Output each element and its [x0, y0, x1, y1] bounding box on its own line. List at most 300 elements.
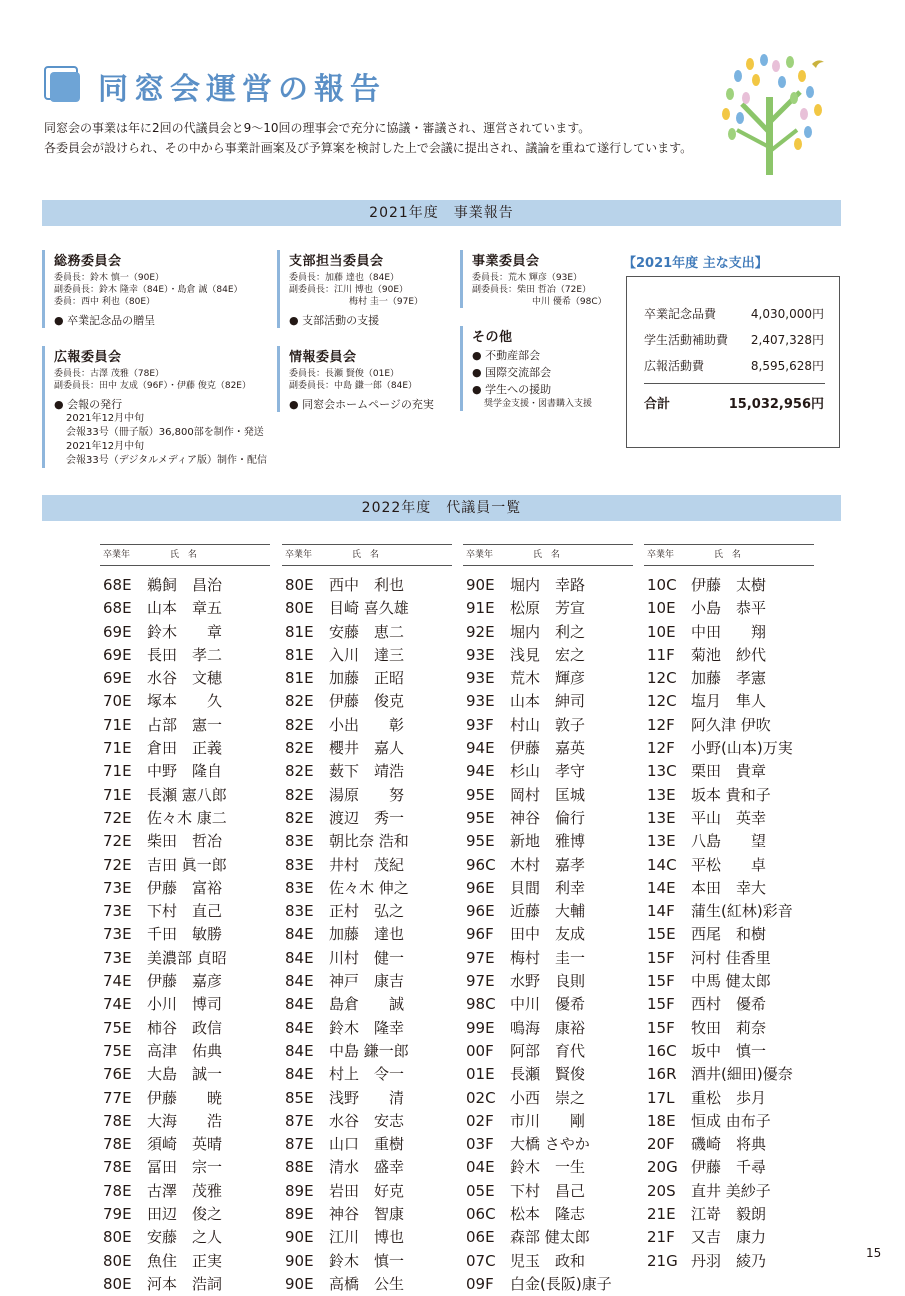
- roster-year: 83E: [285, 878, 314, 897]
- roster-row: [463, 854, 633, 877]
- activity-detail: 2021年12月中旬: [66, 413, 145, 424]
- header-year: 卒業年: [103, 550, 131, 560]
- roster-year: 96E: [466, 878, 495, 897]
- roster-row: [282, 1203, 452, 1226]
- roster-section-title: 2022年度 代議員一覧: [361, 500, 522, 516]
- roster-year: 95E: [466, 832, 495, 851]
- roster-name: 森部 健太郎: [510, 1228, 590, 1247]
- roster-row: [463, 1040, 633, 1063]
- roster-name: 美濃部 貞昭: [147, 948, 227, 967]
- roster-name: 平松 卓: [691, 855, 767, 874]
- roster-year: 82E: [285, 715, 314, 734]
- roster-row: [644, 807, 814, 830]
- roster-year: 14F: [647, 902, 675, 921]
- roster-year: 13E: [647, 832, 676, 851]
- roster-year: 15F: [647, 995, 675, 1014]
- roster-row: [100, 900, 270, 923]
- roster-name: 西中 利也: [329, 576, 405, 594]
- roster-name: 小西 崇之: [510, 1088, 586, 1107]
- roster-name: 牧田 莉奈: [691, 1018, 767, 1037]
- roster-row: [282, 1180, 452, 1203]
- roster-row: [463, 784, 633, 807]
- roster-year: 09F: [466, 1274, 494, 1293]
- roster-row: [282, 1040, 452, 1063]
- roster-row: [282, 1226, 452, 1249]
- roster-row: [463, 1273, 633, 1296]
- roster-name: 鈴木 章: [147, 622, 223, 641]
- roster-name: 重松 歩月: [691, 1088, 767, 1107]
- committee-member: 中川 優希（98C）: [532, 297, 607, 307]
- roster-name: 山本 章五: [147, 599, 223, 618]
- roster-header: [644, 544, 814, 566]
- roster-name: 伊藤 嘉英: [510, 739, 586, 758]
- roster-row: [644, 1226, 814, 1249]
- roster-row: [282, 690, 452, 713]
- roster-year: 20F: [647, 1135, 675, 1154]
- roster-name: 渡辺 秀一: [329, 808, 405, 827]
- roster-row: [100, 854, 270, 877]
- roster-row: [282, 1110, 452, 1133]
- expense-label: 広報活動費: [644, 359, 705, 373]
- roster-name: 小出 彰: [329, 715, 405, 734]
- roster-name: 鵜飼 昌治: [147, 576, 223, 594]
- roster-row: [282, 1087, 452, 1110]
- roster-name: 浅野 清: [329, 1088, 405, 1107]
- roster-name: 貝間 利幸: [510, 878, 586, 897]
- roster-row: [282, 993, 452, 1016]
- roster-row: [644, 1063, 814, 1086]
- committee-member: 副委員長：中島 鎌一郎（84E）: [289, 381, 418, 391]
- roster-name: 神谷 倫行: [510, 808, 586, 827]
- roster-year: 72E: [103, 832, 132, 851]
- roster-year: 82E: [285, 808, 314, 827]
- roster-row: [463, 807, 633, 830]
- roster-year: 69E: [103, 669, 132, 688]
- roster-year: 73E: [103, 878, 132, 897]
- roster-row: [463, 574, 633, 597]
- roster-row: [644, 621, 814, 644]
- intro-text: [44, 118, 724, 158]
- roster-year: 92E: [466, 622, 495, 641]
- roster-name: 目崎 喜久雄: [329, 599, 409, 618]
- roster-name: 松本 隆志: [510, 1205, 586, 1224]
- other-item: ● 学生への援助: [472, 383, 552, 396]
- other-note: 奨学金支援・図書購入支援: [484, 399, 593, 409]
- committee-member: 副委員長：田中 友成（96F）・伊藤 俊克（82E）: [54, 381, 251, 391]
- expense-value: 4,030,000円: [750, 307, 824, 321]
- roster-row: [644, 854, 814, 877]
- roster-year: 03F: [466, 1135, 494, 1154]
- committee-member: 副委員長：鈴木 隆幸（84E）・島倉 誠（84E）: [54, 285, 243, 295]
- roster-row: [463, 1133, 633, 1156]
- roster-year: 97E: [466, 948, 495, 967]
- other-item: ● 不動産部会: [472, 349, 541, 362]
- roster-row: [100, 760, 270, 783]
- roster-name: 神谷 智康: [329, 1205, 405, 1224]
- committee-koho: [42, 346, 267, 468]
- roster-name: 清水 盛幸: [329, 1158, 405, 1177]
- roster-row: [282, 644, 452, 667]
- roster-row: [644, 597, 814, 620]
- roster-year: 78E: [103, 1181, 132, 1200]
- roster-row: [644, 1087, 814, 1110]
- roster-row: [100, 1273, 270, 1296]
- roster-year: 06E: [466, 1228, 495, 1247]
- roster-row: [282, 1250, 452, 1273]
- roster-year: 21E: [647, 1205, 676, 1224]
- committee-member: 委員長：古澤 茂雅（78E）: [54, 369, 165, 379]
- roster-name: 伊藤 太樹: [691, 576, 767, 594]
- roster-year: 88E: [285, 1158, 314, 1177]
- roster-year: 10E: [647, 599, 676, 618]
- roster-year: 80E: [103, 1274, 132, 1293]
- roster-year: 70E: [103, 692, 132, 711]
- roster-name: 江嵜 毅朗: [691, 1205, 767, 1224]
- header-name: 氏 名: [170, 550, 200, 560]
- roster-name: 鈴木 一生: [510, 1158, 586, 1177]
- roster-year: 81E: [285, 645, 314, 664]
- roster-row: [100, 970, 270, 993]
- roster-name: 本田 幸大: [691, 878, 767, 897]
- roster-year: 71E: [103, 762, 132, 781]
- roster-name: 伊藤 暁: [147, 1088, 223, 1107]
- roster-row: [100, 621, 270, 644]
- roster-row: [644, 900, 814, 923]
- roster-column: [463, 544, 633, 1296]
- roster-name: 山本 紳司: [510, 692, 586, 711]
- roster-year: 68E: [103, 599, 132, 618]
- roster-row: [644, 830, 814, 853]
- roster-row: [463, 667, 633, 690]
- roster-row: [282, 970, 452, 993]
- roster-name: 高津 佑典: [147, 1041, 223, 1060]
- roster-name: 磯崎 将典: [691, 1135, 767, 1154]
- roster-year: 13C: [647, 762, 677, 781]
- committee-title: 総務委員会: [54, 254, 122, 269]
- roster-name: 岩田 好克: [329, 1181, 405, 1200]
- roster-year: 97E: [466, 972, 495, 991]
- roster-row: [463, 737, 633, 760]
- roster-name: 魚住 正実: [147, 1251, 223, 1270]
- roster-name: 高橋 公生: [329, 1274, 405, 1293]
- roster-year: 93E: [466, 645, 495, 664]
- title-square-icon: [44, 66, 80, 102]
- roster-year: 72E: [103, 808, 132, 827]
- roster-row: [282, 1156, 452, 1179]
- roster-year: 84E: [285, 948, 314, 967]
- roster-name: 下村 昌己: [510, 1181, 586, 1200]
- roster-row: [282, 621, 452, 644]
- roster-year: 14E: [647, 878, 676, 897]
- committee-title: 事業委員会: [472, 254, 540, 269]
- roster-name: 長田 孝二: [147, 645, 223, 664]
- roster-year: 06C: [466, 1205, 496, 1224]
- roster-name: 新地 雅博: [510, 832, 586, 851]
- roster-column: [644, 544, 814, 1273]
- roster-name: 千田 敏勝: [147, 925, 223, 944]
- roster-name: 安藤 之人: [147, 1228, 223, 1247]
- roster-year: 73E: [103, 948, 132, 967]
- roster-name: 木村 嘉孝: [510, 855, 586, 874]
- roster-year: 04E: [466, 1158, 495, 1177]
- roster-name: 長瀬 憲八郎: [147, 785, 227, 804]
- roster-name: 鈴木 隆幸: [329, 1018, 405, 1037]
- roster-year: 20G: [647, 1158, 678, 1177]
- roster-row: [463, 877, 633, 900]
- roster-header: [282, 544, 452, 566]
- committee-title: その他: [472, 330, 513, 345]
- roster-year: 14C: [647, 855, 677, 874]
- roster-year: 84E: [285, 1065, 314, 1084]
- roster-year: 78E: [103, 1111, 132, 1130]
- roster-row: [463, 621, 633, 644]
- roster-year: 89E: [285, 1205, 314, 1224]
- committee-activity: ● 会報の発行: [54, 398, 123, 411]
- roster-name: 坂中 慎一: [691, 1041, 767, 1060]
- committee-member: 委員長：加藤 達也（84E）: [289, 273, 400, 283]
- page-number: 15: [866, 1246, 882, 1260]
- roster-name: 中馬 健太郎: [691, 972, 771, 991]
- roster-year: 90E: [285, 1251, 314, 1270]
- expense-label: 学生活動補助費: [644, 333, 729, 347]
- roster-name: 塩月 隼人: [691, 692, 767, 711]
- roster-row: [100, 597, 270, 620]
- roster-name: 村上 令一: [329, 1065, 405, 1084]
- tree-illustration-icon: [712, 52, 832, 177]
- roster-name: 下村 直己: [147, 902, 223, 921]
- roster-row: [100, 784, 270, 807]
- roster-name: 神戸 康吉: [329, 972, 405, 991]
- roster-year: 84E: [285, 972, 314, 991]
- committee-title: 支部担当委員会: [289, 254, 384, 269]
- roster-year: 94E: [466, 762, 495, 781]
- roster-year: 15F: [647, 972, 675, 991]
- roster-name: 薮下 靖浩: [329, 762, 405, 781]
- roster-row: [644, 784, 814, 807]
- roster-name: 伊藤 嘉彦: [147, 972, 223, 991]
- expense-value: 8,595,628円: [750, 359, 824, 373]
- roster-name: 柴田 哲冶: [147, 832, 223, 851]
- roster-name: 正村 弘之: [329, 902, 405, 921]
- roster-year: 95E: [466, 808, 495, 827]
- roster-year: 89E: [285, 1181, 314, 1200]
- roster-row: [100, 1017, 270, 1040]
- roster-row: [100, 1063, 270, 1086]
- roster-year: 76E: [103, 1065, 132, 1084]
- committee-title: 情報委員会: [289, 350, 357, 365]
- expense-total-value: 15,032,956円: [728, 397, 824, 412]
- roster-row: [100, 1156, 270, 1179]
- expense-divider: [644, 383, 825, 384]
- roster-name: 塚本 久: [147, 692, 223, 711]
- roster-name: 加藤 孝憲: [691, 669, 767, 688]
- roster-name: 湯原 努: [329, 785, 405, 804]
- roster-name: 栗田 貴章: [691, 762, 767, 781]
- roster-year: 77E: [103, 1088, 132, 1107]
- roster-name: 大島 誠一: [147, 1065, 223, 1084]
- roster-name: 長瀬 賢俊: [510, 1065, 586, 1084]
- roster-name: 堀内 幸路: [510, 576, 586, 594]
- roster-row: [463, 1250, 633, 1273]
- roster-year: 71E: [103, 715, 132, 734]
- roster-name: 伊藤 富裕: [147, 878, 223, 897]
- committee-jigyo: [460, 250, 607, 308]
- roster-name: 児玉 政和: [510, 1251, 586, 1270]
- roster-name: 古澤 茂雅: [147, 1181, 223, 1200]
- roster-name: 倉田 正義: [147, 739, 223, 758]
- roster-row: [100, 644, 270, 667]
- roster-year: 84E: [285, 925, 314, 944]
- roster-row: [100, 1133, 270, 1156]
- roster-name: 加藤 達也: [329, 925, 405, 944]
- roster-name: 島倉 誠: [329, 995, 405, 1014]
- roster-name: 中田 翔: [691, 622, 767, 641]
- roster-year: 91E: [466, 599, 495, 618]
- roster-row: [463, 690, 633, 713]
- roster-name: 杉山 孝守: [510, 762, 586, 781]
- committee-title: 広報委員会: [54, 350, 122, 365]
- roster-row: [100, 1226, 270, 1249]
- roster-name: 河本 浩詞: [147, 1274, 223, 1293]
- roster-name: 中野 隆自: [147, 762, 223, 781]
- activity-detail: 2021年12月中旬: [66, 441, 145, 452]
- roster-name: 伊藤 俊克: [329, 692, 405, 711]
- roster-name: 大海 浩: [147, 1111, 223, 1130]
- roster-row: [100, 1250, 270, 1273]
- roster-row: [644, 1156, 814, 1179]
- roster-row: [100, 877, 270, 900]
- roster-name: 水谷 安志: [329, 1111, 405, 1130]
- roster-name: 白金(長阪)康子: [510, 1274, 612, 1293]
- roster-name: 小川 博司: [147, 995, 223, 1014]
- header-year: 卒業年: [647, 550, 675, 560]
- header-year: 卒業年: [285, 550, 313, 560]
- roster-year: 15F: [647, 1018, 675, 1037]
- roster-name: 恒成 由布子: [691, 1111, 771, 1130]
- roster-year: 80E: [103, 1251, 132, 1270]
- roster-year: 71E: [103, 739, 132, 758]
- roster-row: [282, 760, 452, 783]
- roster-year: 87E: [285, 1135, 314, 1154]
- committee-member: 委員長：長瀬 賢俊（01E）: [289, 369, 400, 379]
- roster-year: 72E: [103, 855, 132, 874]
- roster-name: 柿谷 政信: [147, 1018, 223, 1037]
- roster-row: [100, 574, 270, 597]
- committee-member: 副委員長：江川 博也（90E）: [289, 285, 409, 295]
- roster-row: [100, 830, 270, 853]
- roster-row: [100, 807, 270, 830]
- roster-row: [644, 1203, 814, 1226]
- roster-name: 平山 英幸: [691, 808, 767, 827]
- roster-year: 12C: [647, 692, 677, 711]
- committee-other: [460, 326, 592, 411]
- roster-year: 87E: [285, 1111, 314, 1130]
- roster-year: 95E: [466, 785, 495, 804]
- roster-column: [282, 544, 452, 1296]
- page-title: 同窓会運営の報告: [98, 72, 386, 107]
- roster-year: 73E: [103, 902, 132, 921]
- roster-row: [100, 1087, 270, 1110]
- roster-name: 阿部 育代: [510, 1041, 586, 1060]
- roster-row: [644, 714, 814, 737]
- roster-section-bar: [42, 495, 841, 521]
- roster-name: 吉田 眞一郎: [147, 855, 227, 874]
- roster-name: 小野(山本)万実: [691, 739, 793, 758]
- roster-row: [644, 947, 814, 970]
- roster-name: 加藤 正昭: [329, 669, 405, 688]
- roster-name: 岡村 匡城: [510, 785, 586, 804]
- roster-row: [644, 993, 814, 1016]
- roster-name: 江川 博也: [329, 1228, 405, 1247]
- roster-name: 浅見 宏之: [510, 645, 586, 664]
- roster-year: 90E: [466, 576, 495, 594]
- header-name: 氏 名: [714, 550, 744, 560]
- roster-year: 93E: [466, 669, 495, 688]
- roster-row: [463, 1180, 633, 1203]
- roster-row: [463, 1203, 633, 1226]
- committee-activity: ● 支部活動の支援: [289, 314, 380, 327]
- roster-row: [282, 877, 452, 900]
- roster-name: 又吉 康力: [691, 1228, 767, 1247]
- committee-member: 委員長：荒木 輝彦（93E）: [472, 273, 583, 283]
- committee-activity: ● 卒業記念品の贈呈: [54, 314, 156, 327]
- roster-name: 佐々木 伸之: [329, 878, 409, 897]
- other-item: ● 国際交流部会: [472, 366, 552, 379]
- roster-name: 坂本 貴和子: [691, 785, 771, 804]
- expense-label: 卒業記念品費: [644, 307, 717, 321]
- roster-name: 田辺 俊之: [147, 1205, 223, 1224]
- roster-name: 伊藤 千尋: [691, 1158, 767, 1177]
- roster-year: 83E: [285, 855, 314, 874]
- roster-year: 90E: [285, 1274, 314, 1293]
- roster-row: [463, 1017, 633, 1040]
- roster-year: 82E: [285, 692, 314, 711]
- roster-year: 01E: [466, 1065, 495, 1084]
- roster-year: 69E: [103, 622, 132, 641]
- intro-line: 各委員会が設けられ、その中から事業計画案及び予算案を検討した上で会議に提出され、議論を重ねて遂行しています。: [44, 141, 693, 155]
- roster-row: [463, 1156, 633, 1179]
- roster-year: 78E: [103, 1135, 132, 1154]
- roster-name: 安藤 恵二: [329, 622, 405, 641]
- roster-row: [100, 1203, 270, 1226]
- roster-year: 75E: [103, 1018, 132, 1037]
- roster-year: 71E: [103, 785, 132, 804]
- roster-name: 中島 鎌一郎: [329, 1041, 409, 1060]
- roster-year: 83E: [285, 832, 314, 851]
- roster-year: 94E: [466, 739, 495, 758]
- roster-row: [282, 784, 452, 807]
- roster-name: 河村 佳香里: [691, 948, 771, 967]
- roster-row: [463, 644, 633, 667]
- roster-name: 西尾 和樹: [691, 925, 767, 944]
- roster-year: 15F: [647, 948, 675, 967]
- roster-year: 74E: [103, 972, 132, 991]
- roster-row: [282, 667, 452, 690]
- roster-row: [282, 830, 452, 853]
- roster-row: [282, 1063, 452, 1086]
- roster-year: 02F: [466, 1111, 494, 1130]
- roster-row: [644, 690, 814, 713]
- roster-row: [644, 1040, 814, 1063]
- roster-row: [282, 1017, 452, 1040]
- roster-row: [100, 667, 270, 690]
- roster-year: 85E: [285, 1088, 314, 1107]
- roster-row: [282, 714, 452, 737]
- roster-row: [644, 667, 814, 690]
- roster-year: 21F: [647, 1228, 675, 1247]
- roster-row: [282, 1273, 452, 1296]
- roster-row: [100, 714, 270, 737]
